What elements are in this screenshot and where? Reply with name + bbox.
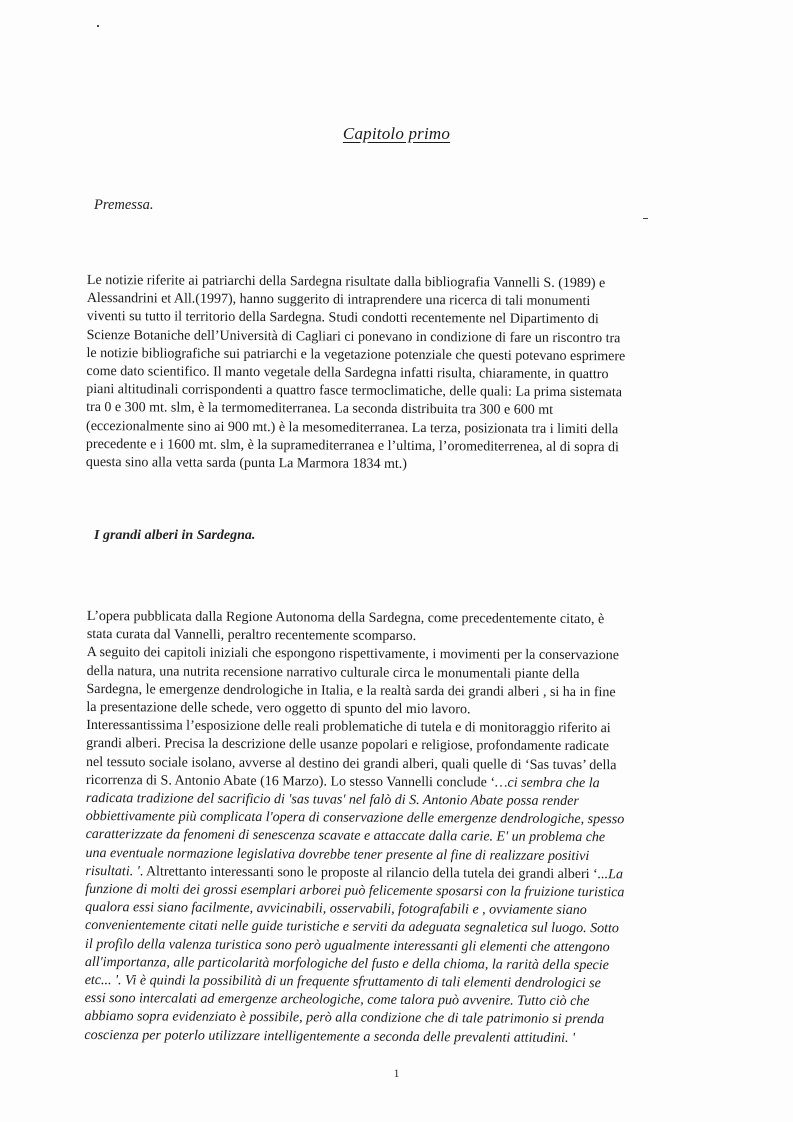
text-line: Alessandrini et All.(1997), hanno suggerito di intraprendere una ricerca di tali monumenti (86, 291, 591, 310)
quoted-text: risultati. ' (85, 863, 140, 880)
text-line: tra 0 e 300 mt. slm, è la termomediterranea. La seconda distribuita tra 300 e 600 mt (86, 400, 554, 419)
page-number: 1 (393, 1066, 400, 1080)
quoted-text: caratterizzate da fenomeni di senescenza scavate e attaccate dalla carie. E' un problema che (85, 827, 606, 846)
quoted-text: …ci sembra che la (495, 775, 600, 791)
body-text: . Altrettanto interessanti sono le proposte al rilancio della tutela dei grandi alberi ‘ (139, 864, 598, 882)
chapter-title: Capitolo primo (342, 124, 451, 143)
text-line: Scienze Botaniche dell’Università di Cagliari ci ponevano in condizione di fare un riscontro tra (86, 327, 621, 346)
paragraph-premessa (86, 272, 737, 476)
quoted-text: ...La (597, 866, 624, 883)
body-text: della natura, una nutrita recensione narrativo culturale circa le monumentali piante della (86, 663, 580, 682)
text-line: le notizie bibliografiche sui patriarchi e la vegetazione potenziale che questi potevano esprimere (86, 345, 626, 365)
quoted-text: il profilo della valenza turistica sono però ugualmente interessanti gli elementi che attengono (84, 936, 610, 955)
body-text: grandi alberi. Precisa la descrizione delle usanze popolari e religiose, profondamente radicate (86, 736, 610, 755)
quoted-text: una eventuale normazione legislativa dovrebbe tener presente al fine di realizzare positivi (85, 845, 590, 864)
body-text: Interessantissima l’esposizione delle reali problematiche di tutela e di monitoraggio riferito ai (86, 718, 611, 737)
quoted-text: qualora essi siano facilmente, avvicinabili, osservabili, fotografabili e , ovviamente siano (85, 900, 587, 919)
body-text: la presentazione delle schede, vero oggetto di spunto del mio lavoro. (86, 700, 471, 718)
text-line: viventi su tutto il territorio della Sardegna. Studi condotti recentemente nel Dipartimento di (86, 309, 599, 328)
text-line: come dato scientifico. Il manto vegetale della Sardegna infatti risulta, chiaramente, in quattro (86, 364, 609, 383)
text-line: Le notizie riferite ai patriarchi della Sardegna risultate dalla bibliografia Vannelli S. (1989) e (86, 272, 606, 292)
text-line: (eccezionalmente sino ai 900 mt.) è la mesomediterranea. La terza, posizionata tra i limiti della (86, 418, 619, 437)
section-heading-premessa: Premessa. (94, 197, 154, 213)
body-text: Sardegna, le emergenze dendrologiche in Italia, e la realtà sarda dei grandi alberi , si ha in fine (86, 681, 616, 701)
text-line: precedente e i 1600 mt. slm, è la supramediterranea e l’ultima, l’oromediterrenea, al di sopra di (85, 436, 619, 456)
body-text: stata curata dal Vannelli, peraltro recentemente scomparso. (86, 627, 417, 645)
text-line (84, 1027, 734, 1049)
quoted-text: coscienza per poterlo utilizzare intelligentemente a seconda delle prevalenti attitudini. ' (84, 1027, 576, 1046)
body-text: nel tessuto sociale isolano, avverse al destino dei grandi alberi, quali quelle di ‘Sas tuvas’ della (86, 754, 617, 773)
quoted-text: abbiamo sopra evidenziato è possibile, però alla condizione che di tale patrimonio si prenda (84, 1009, 605, 1028)
section-heading-grandi-alberi: I grandi alberi in Sardegna. (94, 528, 256, 543)
scan-speck (643, 218, 648, 219)
scan-speck (97, 25, 99, 27)
quoted-text: convenientemente citati nelle guide turistiche e serviti da adeguata segnaletica sul luogo. Sotto (85, 918, 619, 937)
quoted-text: etc... '. Vi è quindi la possibilità di un frequente sfruttamento di tali elementi dendrologici se (84, 973, 601, 992)
paragraph-grandi-alberi (84, 608, 737, 1049)
quoted-text: funzione di molti dei grossi esemplari arborei può felicemente sposarsi con la fruizione turistica (85, 882, 625, 901)
quoted-text: all'importanza, alle particolarità morfologiche del fusto e della chioma, la rarità della specie (84, 954, 609, 974)
text-line: piani altitudinali corrispondenti a quattro fasce termoclimatiche, delle quali: La prima sistemata (86, 382, 623, 401)
body-text: L’opera pubblicata dalla Regione Autonoma della Sardegna, come precedentemente citato, è (86, 609, 605, 628)
text-line: questa sino alla vetta sarda (punta La Marmora 1834 mt.) (85, 455, 408, 472)
quoted-text: essi sono intercalati ad emergenze archeologiche, come talora può avvenire. Tutto ciò che (84, 991, 590, 1010)
quoted-text: obbiettivamente più complicata l'opera di conservazione delle emergenze dendrologiche, spesso (85, 809, 625, 828)
body-text: A seguito dei capitoli iniziali che espongono rispettivamente, i movimenti per la conservazione (86, 645, 620, 664)
quoted-text: radicata tradizione del sacrificio di 'sas tuvas' nel falò di S. Antonio Abate possa render (85, 791, 579, 810)
body-text: ricorrenza di S. Antonio Abate (16 Marzo). Lo stesso Vannelli conclude ‘ (85, 772, 496, 791)
